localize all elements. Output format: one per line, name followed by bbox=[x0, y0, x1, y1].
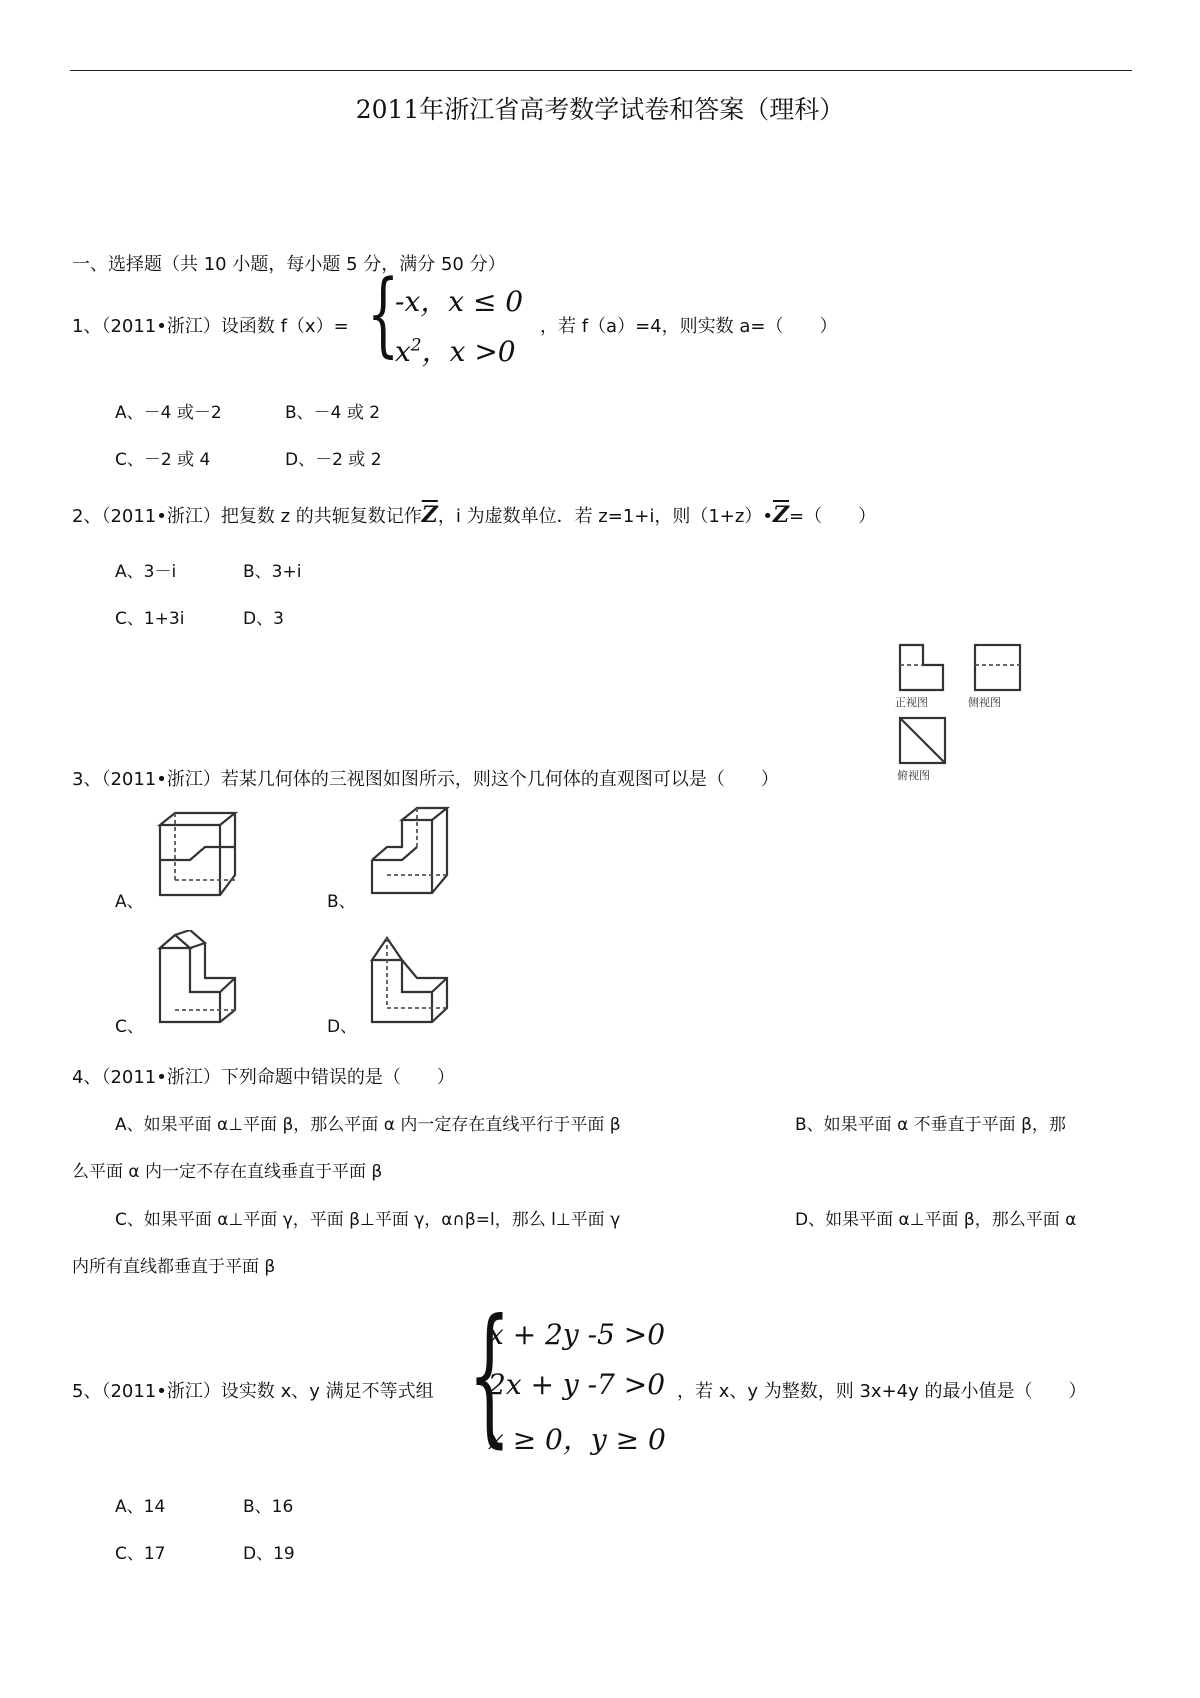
q5-suffix: ，若 x、y 为整数，则 3x+4y 的最小值是（ ） bbox=[677, 1381, 1087, 1402]
q3-option-a-figure[interactable] bbox=[150, 805, 250, 905]
q5-prefix: 5、（2011•浙江）设实数 x、y 满足不等式组 bbox=[72, 1381, 434, 1402]
q1-suffix: ，若 f（a）=4，则实数 a=（ ） bbox=[540, 316, 838, 337]
side-view-label: 侧视图 bbox=[968, 696, 1001, 709]
q4-option-a[interactable]: A、如果平面 α⊥平面 β，那么平面 α 内一定存在直线平行于平面 β bbox=[115, 1115, 621, 1135]
q4-option-d[interactable]: D、如果平面 α⊥平面 β，那么平面 α bbox=[795, 1210, 1077, 1230]
q1-case1: -x，x ≤ 0 bbox=[395, 285, 524, 318]
q5-row3: x ≥ 0，y ≥ 0 bbox=[488, 1423, 666, 1456]
q5-option-c[interactable]: C、17 bbox=[115, 1544, 166, 1564]
q2-text: 2、（2011•浙江）把复数 z 的共轭复数记作$\overline{Z}$，i 为虚数单位．若 z=1+i，则$(1+z)•\overline{Z}=$（ ） bbox=[72, 502, 877, 528]
q5-option-a[interactable]: A、14 bbox=[115, 1497, 166, 1517]
q3-option-b-label[interactable]: B、 bbox=[327, 892, 356, 912]
q5-option-b[interactable]: B、16 bbox=[243, 1497, 294, 1517]
q2-option-c[interactable]: C、1+3i bbox=[115, 609, 185, 629]
q1-option-b[interactable]: B、－4 或 2 bbox=[285, 403, 381, 423]
q4-option-b-cont[interactable]: 么平面 α 内一定不存在直线垂直于平面 β bbox=[72, 1162, 383, 1182]
q3-option-d-figure[interactable] bbox=[362, 930, 462, 1030]
front-view-label: 正视图 bbox=[895, 696, 928, 709]
q5-option-d[interactable]: D、19 bbox=[243, 1544, 295, 1564]
top-rule bbox=[70, 70, 1132, 71]
q1-option-a[interactable]: A、－4 或－2 bbox=[115, 403, 222, 423]
q2-option-d[interactable]: D、3 bbox=[243, 609, 284, 629]
zbar-symbol: $\overline{Z}$ bbox=[421, 502, 438, 528]
q4-option-c[interactable]: C、如果平面 α⊥平面 γ，平面 β⊥平面 γ，α∩β=l，那么 l⊥平面 γ bbox=[115, 1210, 621, 1230]
q4-option-d-cont[interactable]: 内所有直线都垂直于平面 β bbox=[72, 1257, 276, 1277]
q2-option-a[interactable]: A、3－i bbox=[115, 562, 177, 582]
q1-prefix: 1、（2011•浙江）设函数 f（x）= bbox=[72, 316, 349, 337]
q3-option-c-label[interactable]: C、 bbox=[115, 1017, 144, 1037]
top-view-label: 俯视图 bbox=[897, 769, 930, 782]
zbar-symbol-2: $\overline{Z}$ bbox=[772, 502, 790, 528]
q3-text: 3、（2011•浙江）若某几何体的三视图如图所示，则这个几何体的直观图可以是（ ） bbox=[72, 769, 779, 790]
q3-option-c-figure[interactable] bbox=[150, 930, 250, 1030]
q5-brace: { bbox=[468, 1288, 511, 1462]
q3-option-a-label[interactable]: A、 bbox=[115, 892, 144, 912]
q2-option-b[interactable]: B、3+i bbox=[243, 562, 302, 582]
q3-option-d-label[interactable]: D、 bbox=[327, 1017, 358, 1037]
q1-brace: { bbox=[367, 260, 400, 367]
q4-option-b[interactable]: B、如果平面 α 不垂直于平面 β，那 bbox=[795, 1115, 1066, 1135]
q5-row1: x + 2y -5 >0 bbox=[488, 1318, 666, 1351]
q1-case2: $x^2$，x >0 bbox=[395, 335, 516, 368]
section-heading: 一、选择题（共 10 小题，每小题 5 分，满分 50 分） bbox=[72, 254, 506, 275]
q1-option-c[interactable]: C、－2 或 4 bbox=[115, 450, 211, 470]
q4-text: 4、（2011•浙江）下列命题中错误的是（ ） bbox=[72, 1067, 455, 1088]
q1-option-d[interactable]: D、－2 或 2 bbox=[285, 450, 382, 470]
q3-option-b-figure[interactable] bbox=[362, 805, 462, 905]
q5-row2: 2x + y -7 >0 bbox=[488, 1368, 666, 1401]
page-title: 2011年浙江省高考数学试卷和答案（理科） bbox=[355, 95, 845, 124]
